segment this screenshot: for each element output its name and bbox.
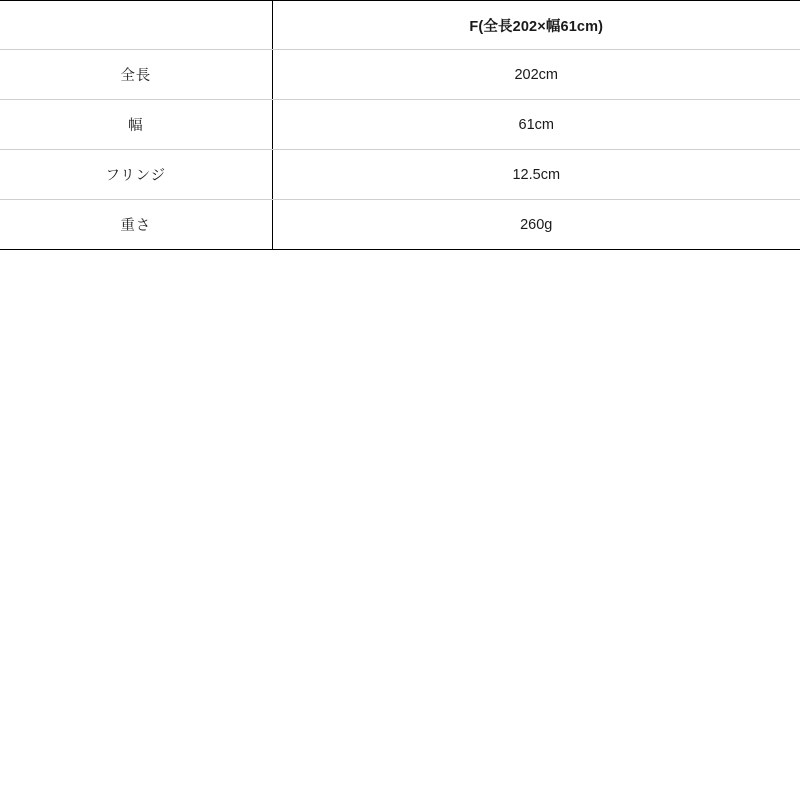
header-size-cell: F(全長202×幅61cm)	[272, 1, 800, 50]
row-label-fringe: フリンジ	[0, 150, 272, 200]
row-value-length: 202cm	[272, 50, 800, 100]
table-row	[0, 200, 800, 250]
table-header-row	[0, 1, 800, 50]
row-label-width: 幅	[0, 100, 272, 150]
row-value-weight: 260g	[520, 216, 553, 233]
size-specification-table	[0, 0, 800, 250]
row-value-width: 61cm	[272, 100, 800, 150]
blank-area	[0, 250, 800, 801]
row-label-weight: 重さ	[0, 200, 272, 250]
row-value-fringe: 12.5cm	[272, 150, 800, 200]
table-row	[0, 100, 800, 150]
table-row	[0, 50, 800, 100]
header-blank-cell	[0, 1, 272, 50]
table-row	[0, 150, 800, 200]
row-label-length: 全長	[0, 50, 272, 100]
